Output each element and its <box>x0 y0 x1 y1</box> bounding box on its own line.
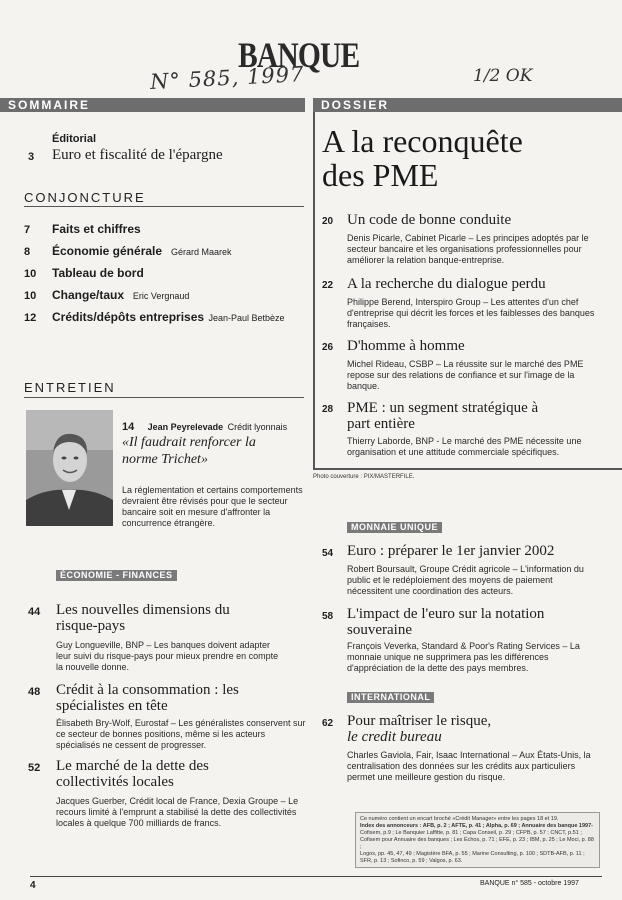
photo-credit: Photo couverture : PIX/MASTERFILE. <box>313 474 415 480</box>
economie-desc: Guy Longueville, BNP – Les banques doivent adapter leur suivi du risque-pays pour mieux prendre en compte la nouvelle donne. <box>56 640 279 672</box>
international-title-line: le credit bureau <box>347 729 442 745</box>
footnote-line: Cofisem, p.9 ; Le Banquier Laffitte, p. 81 ; Capa Conseil, p. 29 ; CFPB, p. 57 ; CNCT, p.51 ; <box>360 830 582 836</box>
dossier-item-desc: Michel Rideau, CSBP – La réussite sur le marché des PME repose sur des relations de confiance et sur l'image de la banque. <box>347 359 584 391</box>
item-title: Tableau de bord <box>52 266 144 280</box>
conjoncture-rule <box>24 206 304 207</box>
dossier-title <box>322 124 523 192</box>
conjoncture-item[interactable] <box>24 286 304 304</box>
advertiser-index <box>355 812 600 868</box>
dossier-page: 22 <box>322 280 334 291</box>
dossier-title-line: des PME <box>322 157 439 193</box>
monnaie-page: 58 <box>322 611 334 622</box>
international-bar: INTERNATIONAL <box>347 692 434 703</box>
footnote-line: Logos, pp. 45, 47, 49 ; Magistère BFA, p. 55 ; Marine Consulting, p. 100 ; SDTB-AFB, p. 11 ; <box>360 851 585 857</box>
dossier-page: 28 <box>322 404 334 415</box>
monnaie-title[interactable]: L'impact de l'euro sur la notation souveraine <box>347 606 545 638</box>
economie-page: 52 <box>28 762 41 774</box>
conjoncture-heading: CONJONCTURE <box>24 190 146 205</box>
monnaie-page: 54 <box>322 548 334 559</box>
footnote-line: SFR, p. 13 ; Sofinco, p. 59 ; Valgos, p. 63. <box>360 858 463 864</box>
editorial-heading: Éditorial <box>52 133 97 145</box>
entretien-rule <box>24 397 304 398</box>
footnote-line: Index des annonceurs : AFB, p. 2 ; AFTE, p. 41 ; Alpha, p. 69 ; Annuaire des banque 1997- <box>360 823 593 829</box>
item-author: Eric Vergnaud <box>132 291 190 301</box>
monnaie-desc: Robert Boursault, Groupe Crédit agricole – L'information du public et le redéploiement des moyens de paiement nécessitent une coordination des acteurs. <box>347 564 584 596</box>
entretien-page: 14 <box>122 421 135 433</box>
dossier-item-desc: Philippe Berend, Interspiro Group – Les attentes d'un chef d'entreprise qui décrit les forces et les faiblesses des banques françaises. <box>347 297 595 329</box>
conjoncture-item[interactable] <box>24 308 309 326</box>
portrait-illustration <box>26 410 113 526</box>
international-title-line: Pour maîtriser le risque, <box>347 713 492 729</box>
item-page: 10 <box>24 268 37 280</box>
dossier-item-title[interactable]: A la recherche du dialogue perdu <box>347 276 546 292</box>
entretien-person: Jean Peyrelevade <box>147 422 224 432</box>
editorial-title[interactable]: Euro et fiscalité de l'épargne <box>52 147 223 163</box>
entretien-heading: ENTRETIEN <box>24 380 116 395</box>
portrait-photo <box>26 410 113 526</box>
masthead-logo: BANQUE <box>238 35 360 75</box>
entretien-quote: «Il faudrait renforcer la norme Trichet» <box>122 435 256 467</box>
economie-desc: Élisabeth Bry-Wolf, Eurostaf – Les généralistes conservent sur ce secteur de bonnes positions, même si les acteurs spécialisés ne cessent de progresser. <box>56 718 306 750</box>
international-page: 62 <box>322 718 334 729</box>
item-page: 8 <box>24 246 31 258</box>
footnote-line: Ce numéro contient un encart broché «Crédit Manager» entre les pages 18 et 19. <box>360 816 559 822</box>
footer-rule <box>30 876 602 877</box>
economie-page: 48 <box>28 686 41 698</box>
economie-page: 44 <box>28 606 41 618</box>
dossier-item-desc: Denis Picarle, Cabinet Picarle – Les principes adoptés par le secteur bancaire et les organisations professionnelles pour améliorer la relation banque-entreprise. <box>347 233 589 265</box>
page-number: 4 <box>30 880 36 891</box>
handwritten-reference: N° 585, 1997 <box>149 61 305 95</box>
dossier-page: 20 <box>322 216 334 227</box>
economie-title[interactable]: Crédit à la consommation : les spécialistes en tête <box>56 682 239 714</box>
entretien-org: Crédit lyonnais <box>227 422 288 432</box>
item-title: Faits et chiffres <box>52 222 141 236</box>
international-desc: Charles Gaviola, Fair, Isaac International – Aux États-Unis, la centralisation des données sur les crédits aux particuliers permet une meilleure gestion du risque. <box>347 750 591 782</box>
monnaie-bar: MONNAIE UNIQUE <box>347 522 442 533</box>
item-title: Change/taux <box>52 288 125 302</box>
item-page: 12 <box>24 312 37 324</box>
conjoncture-item[interactable] <box>24 264 304 282</box>
handwritten-mark: 1/2 OK <box>473 66 533 86</box>
dossier-bar: DOSSIER <box>313 98 622 112</box>
issue-info: BANQUE n° 585 - octobre 1997 <box>480 880 579 887</box>
economie-title[interactable]: Le marché de la dette des collectivités locales <box>56 758 209 790</box>
entretien-text: La réglementation et certains comportements devraient être révisés pour que le secteur bancaire soit en mesure d'affronter la concurrence étrangère. <box>122 485 303 528</box>
entretien-byline[interactable] <box>122 417 287 435</box>
conjoncture-item[interactable] <box>24 242 304 260</box>
economie-desc: Jacques Guerber, Crédit local de France, Dexia Groupe – Le recours limité à l'emprunt a stabilisé la dette des collectivités locales à quelque 700 milliards de francs. <box>56 796 299 828</box>
editorial-page: 3 <box>28 151 35 163</box>
dossier-item-title[interactable]: PME : un segment stratégique à part entière <box>347 400 539 432</box>
item-author: Jean-Paul Betbèze <box>208 313 285 323</box>
monnaie-desc: François Veverka, Standard & Poor's Rating Services – La monnaie unique ne supprimera pas les différences d'appréciation de la dette des pays membres. <box>347 641 580 673</box>
footnote-line: Cofisem pour Annuaire des banques ; Les Échos, p. 71 ; EFE, p. 23 ; IBM, p. 25 ; Le Moci, p. 88 ; <box>360 837 594 850</box>
sommaire-bar: SOMMAIRE <box>0 98 305 112</box>
dossier-item-title[interactable]: D'homme à homme <box>347 338 465 354</box>
item-page: 7 <box>24 224 31 236</box>
item-title: Économie générale <box>52 244 163 258</box>
dossier-item-title[interactable]: Un code de bonne conduite <box>347 212 512 228</box>
economie-bar: ÉCONOMIE - FINANCES <box>56 570 177 581</box>
dossier-item-desc: Thierry Laborde, BNP - Le marché des PME nécessite une organisation et une attitude commerciale spécifiques. <box>347 436 582 457</box>
item-title: Crédits/dépôts entreprises <box>52 310 205 324</box>
dossier-title-line: A la reconquête <box>322 123 523 159</box>
dossier-page: 26 <box>322 342 334 353</box>
item-page: 10 <box>24 290 37 302</box>
conjoncture-item[interactable] <box>24 220 304 238</box>
economie-title[interactable]: Les nouvelles dimensions du risque-pays <box>56 602 230 634</box>
international-title[interactable] <box>347 713 587 745</box>
monnaie-title[interactable]: Euro : préparer le 1er janvier 2002 <box>347 543 555 559</box>
item-author: Gérard Maarek <box>170 247 232 257</box>
